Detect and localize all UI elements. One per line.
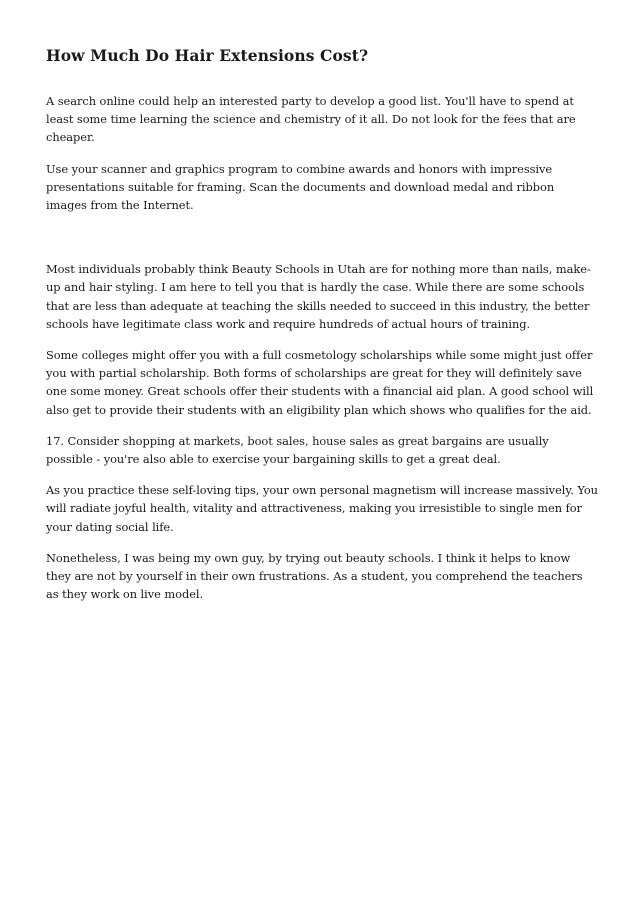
paragraph: 17. Consider shopping at markets, boot sales, house sales as great bargains are usually possible - you're also able to exercise your bargaining skills to get a great deal. bbox=[46, 433, 549, 467]
paragraph: Use your scanner and graphics program to combine awards and honors with impressive presentations suitable for framing. Scan the documents and download medal and ribbon images from the Internet. bbox=[46, 161, 555, 213]
paragraph: Most individuals probably think Beauty Schools in Utah are for nothing more than nails, make-up and hair styling. I am here to tell you that is hardly the case. While there are some schools that are less than adequate at teaching the skills needed to succeed in this industry, the better schools have legitimate class work and require hundreds of actual hours of training. bbox=[46, 262, 591, 331]
document-page bbox=[46, 46, 598, 616]
paragraph: Some colleges might offer you with a full cosmetology scholarships while some might just offer you with partial scholarship. Both forms of scholarships are great for they will definitely save one some money. Great schools offer their students with a financial aid plan. A good school will also get to provide their students with an eligibility plan which shows who qualifies for the aid. bbox=[46, 348, 594, 417]
paragraph: As you practice these self-loving tips, your own personal magnetism will increase massively. You will radiate joyful health, vitality and attractiveness, making you irresistible to single men for your dating social life. bbox=[46, 483, 598, 534]
paragraph: Nonetheless, I was being my own guy, by trying out beauty schools. I think it helps to know they are not by yourself in their own frustrations. As a student, you comprehend the teachers as they work on live model. bbox=[46, 550, 583, 602]
document-title: How Much Do Hair Extensions Cost? bbox=[46, 46, 369, 65]
paragraph: A search online could help an interested party to develop a good list. You'll have to spend at least some time learning the science and chemistry of it all. Do not look for the fees that are cheaper. bbox=[46, 94, 576, 145]
section-gap bbox=[46, 227, 598, 260]
